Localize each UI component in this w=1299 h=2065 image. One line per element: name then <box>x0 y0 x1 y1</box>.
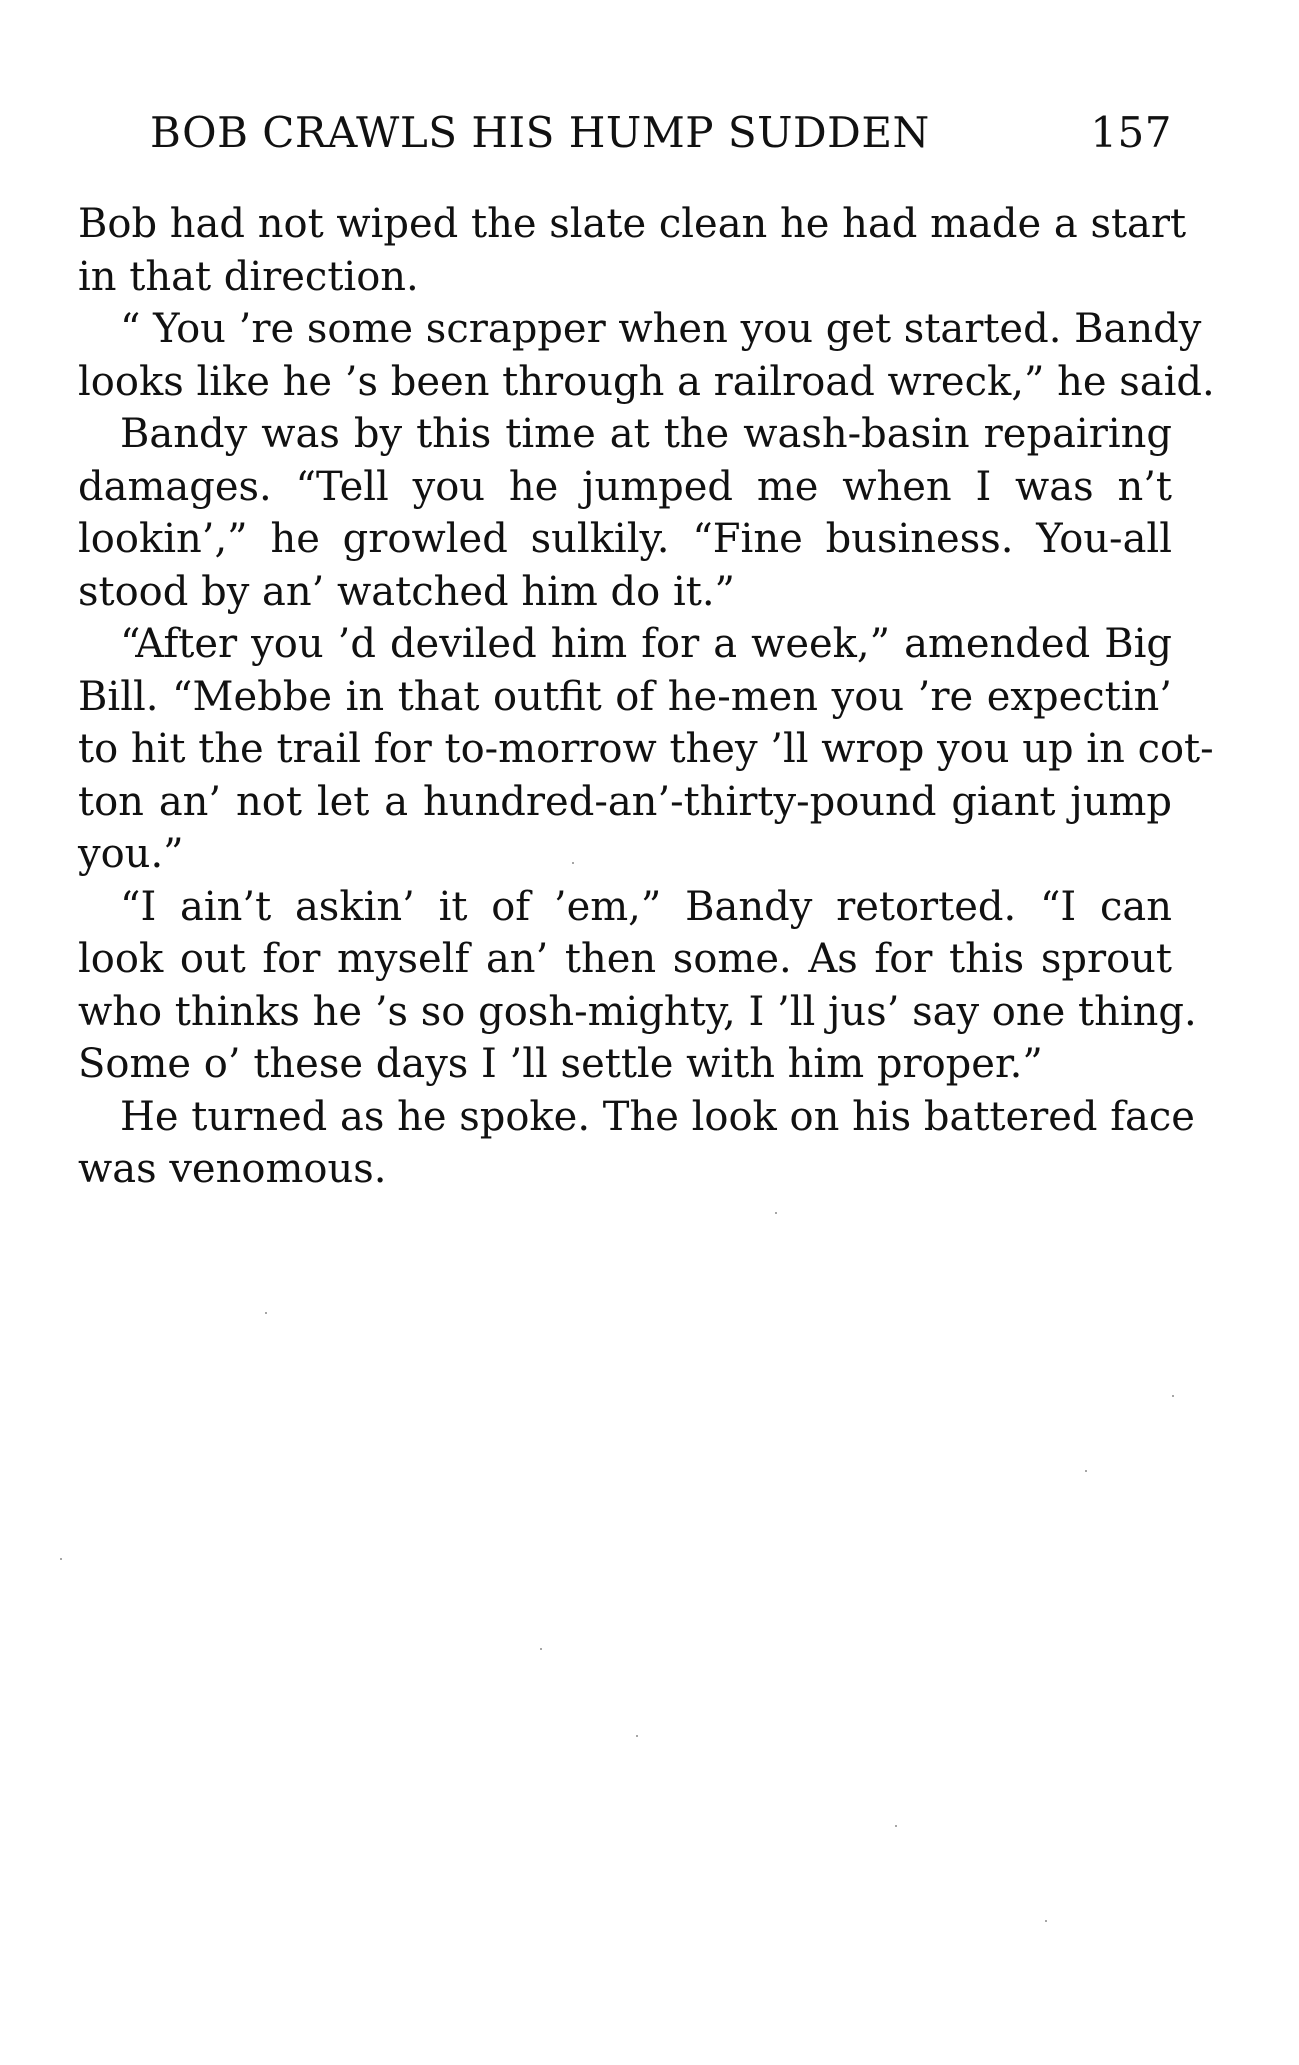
text-line: Some o’ these days I ’ll settle with him proper.” <box>78 1041 1043 1087</box>
running-head <box>150 103 1172 163</box>
scan-speck <box>636 1735 638 1737</box>
scan-speck <box>572 862 574 864</box>
page-number: 157 <box>1090 108 1172 157</box>
text-line: looks like he ’s been through a railroad wreck,” he said. <box>78 358 1215 405</box>
scan-speck <box>775 1212 777 1214</box>
scan-speck <box>1172 1395 1174 1397</box>
text-line: Bill. “Mebbe in that outfit of he-men you ’re expectin’ <box>78 673 1172 720</box>
running-title: BOB CRAWLS HIS HUMP SUDDEN <box>150 108 930 157</box>
text-line: to hit the trail for to-morrow they ’ll wrop you up in cot- <box>78 726 1214 772</box>
scan-speck <box>540 1648 542 1650</box>
text-line: damages. “Tell you he jumped me when I was n’t <box>78 463 1172 510</box>
text-line: you.” <box>78 831 184 877</box>
scan-speck <box>60 1558 62 1560</box>
text-line: Bob had not wiped the slate clean he had made a start <box>78 201 1187 247</box>
text-line: stood by an’ watched him do it.” <box>78 568 735 615</box>
scan-speck <box>265 1312 267 1314</box>
body-text <box>78 198 1215 1196</box>
text-line: who thinks he ’s so gosh-mighty, I ’ll jus’ say one thing. <box>78 988 1197 1035</box>
text-line: “After you ’d deviled him for a week,” amended Big <box>120 621 1172 667</box>
text-line: “I ain’t askin’ it of ’em,” Bandy retorted. “I can <box>120 883 1172 930</box>
text-line: He turned as he spoke. The look on his battered face <box>120 1093 1195 1140</box>
text-line: Bandy was by this time at the wash-basin repairing <box>120 411 1172 457</box>
scan-speck <box>1045 1920 1047 1922</box>
text-line: was venomous. <box>78 1146 387 1192</box>
scan-speck <box>895 1825 897 1827</box>
text-line: “ You ’re some scrapper when you get started. Bandy <box>120 306 1202 352</box>
text-line: look out for myself an’ then some. As for this sprout <box>78 936 1172 982</box>
text-line: ton an’ not let a hundred-an’-thirty-pound giant jump <box>78 778 1172 825</box>
text-line: lookin’,” he growled sulkily. “Fine business. You-all <box>78 516 1172 562</box>
text-line: in that direction. <box>78 253 419 300</box>
scan-speck <box>1085 1470 1087 1472</box>
